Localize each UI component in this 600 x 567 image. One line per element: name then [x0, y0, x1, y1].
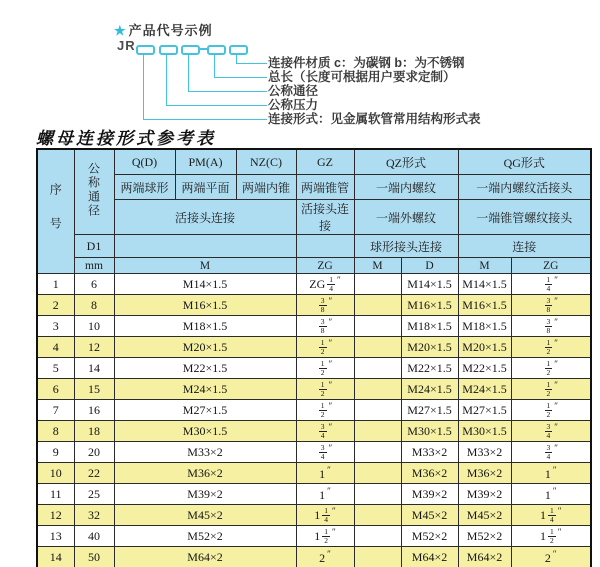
product-code-heading [114, 20, 213, 39]
header-group-qg: QG形式 [458, 149, 591, 175]
header-ends-qd: 两端球形 [114, 175, 175, 200]
cell-m: M33×2 [114, 442, 296, 463]
cell-dn: 16 [74, 400, 114, 421]
code-dash [199, 48, 207, 50]
header-conn-qpn: 活接头连接 [114, 200, 296, 235]
product-code-heading-text: 产品代号示例 [128, 23, 213, 38]
header-d1: D1 [74, 235, 114, 258]
cell-seq: 6 [37, 379, 74, 400]
cell-qz-d: M52×2 [401, 526, 458, 547]
cell-gz: ZG $\frac{1}{4}$ ″ [296, 274, 354, 295]
cell-qz-d: M24×1.5 [401, 379, 458, 400]
cell-gz: $\frac{1}{2}$ ″ [296, 337, 354, 358]
cell-dn: 10 [74, 316, 114, 337]
code-label-pressure: 公称压力 [268, 98, 319, 112]
header-ends-gz: 两端锥管 [296, 175, 354, 200]
header-dn-label: 公称通径 [86, 162, 101, 218]
table-row [37, 505, 591, 526]
header-unit-m-qpn: M [114, 258, 296, 274]
cell-qg-m: M45×2 [458, 505, 511, 526]
cell-qz-d: M45×2 [401, 505, 458, 526]
cell-seq: 12 [37, 505, 74, 526]
cell-qg-m: M16×1.5 [458, 295, 511, 316]
table-row [37, 463, 591, 484]
table-row [37, 547, 591, 567]
cell-seq: 9 [37, 442, 74, 463]
cell-qg-m: M27×1.5 [458, 400, 511, 421]
cell-qg-m: M20×1.5 [458, 337, 511, 358]
cell-qz-d: M16×1.5 [401, 295, 458, 316]
cell-seq: 14 [37, 547, 74, 567]
cell-gz: $\frac{3}{4}$ ″ [296, 421, 354, 442]
cell-qz-d: M64×2 [401, 547, 458, 567]
header-blank-gz [296, 235, 354, 258]
code-label-connection: 连接形式：见金属软管常用结构形式表 [268, 112, 481, 126]
cell-dn: 20 [74, 442, 114, 463]
cell-qg-m: M14×1.5 [458, 274, 511, 295]
cell-m: M64×2 [114, 547, 296, 567]
cell-seq: 10 [37, 463, 74, 484]
cell-seq: 7 [37, 400, 74, 421]
cell-qg-zg: $\frac{1}{2}$ ″ [511, 400, 591, 421]
cell-seq: 13 [37, 526, 74, 547]
code-prefix: JR [117, 38, 136, 53]
table-title: 螺母连接形式参考表 [36, 129, 216, 149]
cell-dn: 18 [74, 421, 114, 442]
cell-m: M52×2 [114, 526, 296, 547]
header-group-nzc: NZ(C) [236, 149, 296, 175]
header-joint-qg: 连接 [458, 235, 591, 258]
cell-qg-m: M39×2 [458, 484, 511, 505]
cell-qz-d: M36×2 [401, 463, 458, 484]
cell-gz: $\frac{1}{2}$ ″ [296, 400, 354, 421]
cell-qz-m [354, 295, 401, 316]
cell-dn: 15 [74, 379, 114, 400]
cell-qz-m [354, 505, 401, 526]
cell-gz: $\frac{3}{8}$ ″ [296, 316, 354, 337]
cell-qg-m: M52×2 [458, 526, 511, 547]
cell-qz-m [354, 358, 401, 379]
cell-m: M39×2 [114, 484, 296, 505]
header-dn [74, 149, 114, 235]
header-group-gz: GZ [296, 149, 354, 175]
cell-dn: 8 [74, 295, 114, 316]
cell-gz: 1 ″ [296, 484, 354, 505]
cell-qg-zg: 1 $\frac{1}{4}$ ″ [511, 505, 591, 526]
header-blank-qpn [114, 235, 296, 258]
cell-m: M16×1.5 [114, 295, 296, 316]
header-seq-label: 序号 [48, 182, 63, 251]
cell-dn: 40 [74, 526, 114, 547]
cell-qz-d: M27×1.5 [401, 400, 458, 421]
header-unit-zg-qg: ZG [511, 258, 591, 274]
cell-dn: 32 [74, 505, 114, 526]
header-unit-m-qz: M [354, 258, 401, 274]
cell-qg-zg: $\frac{1}{2}$ ″ [511, 379, 591, 400]
cell-qg-zg: 1 ″ [511, 484, 591, 505]
cell-qg-zg: 1 $\frac{1}{2}$ ″ [511, 526, 591, 547]
star-icon: ★ [114, 23, 127, 38]
nut-connection-table [36, 148, 592, 567]
cell-dn: 12 [74, 337, 114, 358]
cell-qz-m [354, 421, 401, 442]
cell-qg-zg: $\frac{3}{4}$ ″ [511, 421, 591, 442]
cell-qz-m [354, 337, 401, 358]
cell-qz-m [354, 463, 401, 484]
cell-m: M18×1.5 [114, 316, 296, 337]
code-label-material: 连接件材质 c：为碳钢 b：为不锈钢 [268, 56, 465, 70]
cell-qz-d: M30×1.5 [401, 421, 458, 442]
header-group-qz: QZ形式 [354, 149, 458, 175]
table-row [37, 316, 591, 337]
cell-qg-m: M33×2 [458, 442, 511, 463]
table-row [37, 295, 591, 316]
cell-m: M20×1.5 [114, 337, 296, 358]
header-unit-m-qg: M [458, 258, 511, 274]
table-row [37, 337, 591, 358]
header-seq [37, 149, 74, 274]
cell-gz: 1 $\frac{1}{4}$ ″ [296, 505, 354, 526]
cell-qg-m: M18×1.5 [458, 316, 511, 337]
cell-qz-d: M33×2 [401, 442, 458, 463]
cell-dn: 14 [74, 358, 114, 379]
cell-qz-m [354, 379, 401, 400]
code-label-diameter: 公称通径 [268, 84, 319, 98]
header-conn-qz: 一端外螺纹 [354, 200, 458, 235]
cell-gz: 1 $\frac{1}{2}$ ″ [296, 526, 354, 547]
code-label-length: 总长（长度可根据用户要求定制） [268, 70, 456, 84]
cell-gz: 2 ″ [296, 547, 354, 567]
cell-seq: 2 [37, 295, 74, 316]
cell-dn: 25 [74, 484, 114, 505]
cell-qz-d: M39×2 [401, 484, 458, 505]
table-body [37, 274, 591, 567]
cell-dn: 50 [74, 547, 114, 567]
header-unit-zg-gz: ZG [296, 258, 354, 274]
table-header [37, 149, 591, 274]
cell-qg-zg: $\frac{3}{8}$ ″ [511, 316, 591, 337]
cell-seq: 1 [37, 274, 74, 295]
header-unit-mm: mm [74, 258, 114, 274]
cell-seq: 3 [37, 316, 74, 337]
cell-seq: 8 [37, 421, 74, 442]
cell-m: M14×1.5 [114, 274, 296, 295]
cell-qg-m: M36×2 [458, 463, 511, 484]
cell-gz: 1 ″ [296, 463, 354, 484]
cell-seq: 4 [37, 337, 74, 358]
table-row [37, 421, 591, 442]
header-joint-qz: 球形接头连接 [354, 235, 458, 258]
cell-gz: $\frac{3}{8}$ ″ [296, 295, 354, 316]
cell-m: M24×1.5 [114, 379, 296, 400]
cell-qg-m: M22×1.5 [458, 358, 511, 379]
cell-qg-zg: $\frac{3}{4}$ ″ [511, 442, 591, 463]
cell-qg-zg: 1 ″ [511, 463, 591, 484]
cell-dn: 6 [74, 274, 114, 295]
table-row [37, 442, 591, 463]
cell-qg-m: M24×1.5 [458, 379, 511, 400]
cell-m: M22×1.5 [114, 358, 296, 379]
cell-gz: $\frac{1}{2}$ ″ [296, 358, 354, 379]
cell-seq: 5 [37, 358, 74, 379]
header-conn-qg: 一端锥管螺纹接头 [458, 200, 591, 235]
cell-qz-d: M20×1.5 [401, 337, 458, 358]
cell-qg-m: M64×2 [458, 547, 511, 567]
header-ends-qz: 一端内螺纹 [354, 175, 458, 200]
cell-m: M30×1.5 [114, 421, 296, 442]
header-ends-nzc: 两端内锥 [236, 175, 296, 200]
table-row [37, 484, 591, 505]
cell-qg-zg: $\frac{1}{4}$ ″ [511, 274, 591, 295]
cell-qz-m [354, 274, 401, 295]
cell-qg-m: M30×1.5 [458, 421, 511, 442]
cell-qz-m [354, 316, 401, 337]
cell-qz-m [354, 442, 401, 463]
header-ends-pma: 两端平面 [175, 175, 236, 200]
header-group-pma: PM(A) [175, 149, 236, 175]
cell-seq: 11 [37, 484, 74, 505]
cell-qz-m [354, 484, 401, 505]
header-group-qd: Q(D) [114, 149, 175, 175]
cell-qz-m [354, 547, 401, 567]
table-row [37, 379, 591, 400]
cell-qg-zg: $\frac{1}{2}$ ″ [511, 337, 591, 358]
cell-gz: $\frac{3}{4}$ ″ [296, 442, 354, 463]
cell-qz-m [354, 526, 401, 547]
header-unit-d-qz: D [401, 258, 458, 274]
table-row [37, 358, 591, 379]
cell-m: M36×2 [114, 463, 296, 484]
cell-qz-d: M14×1.5 [401, 274, 458, 295]
cell-m: M27×1.5 [114, 400, 296, 421]
cell-qz-m [354, 400, 401, 421]
table-row [37, 400, 591, 421]
header-conn-gz: 活接头连接 [296, 200, 354, 235]
table-row [37, 526, 591, 547]
table-row [37, 274, 591, 295]
cell-qz-d: M22×1.5 [401, 358, 458, 379]
cell-qz-d: M18×1.5 [401, 316, 458, 337]
cell-dn: 22 [74, 463, 114, 484]
cell-gz: $\frac{1}{2}$ ″ [296, 379, 354, 400]
connector-line-5 [143, 53, 267, 120]
cell-qg-zg: 2 ″ [511, 547, 591, 567]
header-ends-qg: 一端内螺纹活接头 [458, 175, 591, 200]
cell-qg-zg: $\frac{3}{8}$ ″ [511, 295, 591, 316]
cell-m: M45×2 [114, 505, 296, 526]
cell-qg-zg: $\frac{1}{2}$ ″ [511, 358, 591, 379]
